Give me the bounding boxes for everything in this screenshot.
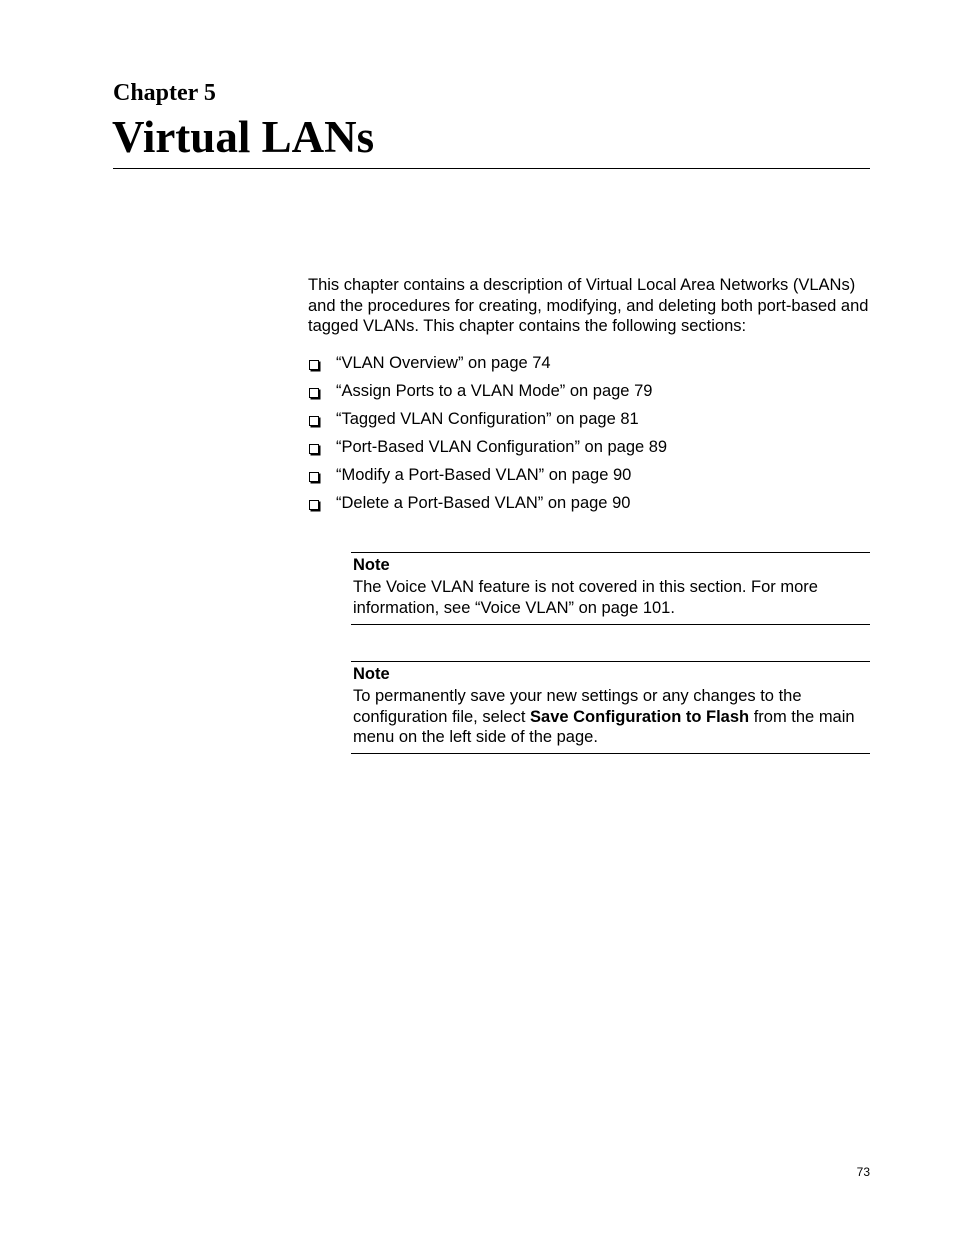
checkbox-bullet-icon (309, 360, 319, 370)
chapter-label: Chapter 5 (113, 80, 216, 106)
checkbox-bullet-icon (309, 472, 319, 482)
checkbox-bullet-icon (309, 444, 319, 454)
note-heading: Note (353, 556, 390, 574)
checkbox-bullet-icon (309, 388, 319, 398)
section-list (308, 353, 870, 521)
note-text-before: To permanently save your new settings or any changes to the configuration file, select (353, 687, 802, 726)
section-link[interactable]: “VLAN Overview” on page 74 (336, 353, 551, 372)
checkbox-bullet-icon (309, 416, 319, 426)
note-text (353, 686, 870, 748)
section-item[interactable] (308, 353, 870, 381)
chapter-title: Virtual LANs (112, 112, 375, 162)
note-text: The Voice VLAN feature is not covered in this section. For more information, see “Voice VLAN” on page 101. (353, 578, 818, 617)
note-text-after: from the main menu on the left side of the page. (353, 707, 855, 746)
note-heading: Note (353, 665, 390, 683)
section-item[interactable] (308, 437, 870, 465)
section-link[interactable]: “Delete a Port-Based VLAN” on page 90 (336, 493, 631, 512)
chapter-content (308, 275, 870, 521)
intro-paragraph: This chapter contains a description of Virtual Local Area Networks (VLANs) and the procedures for creating, modifying, and deleting both port-based and tagged VLANs. This chapter contains the following sections: (308, 276, 869, 335)
section-link[interactable]: “Modify a Port-Based VLAN” on page 90 (336, 465, 632, 484)
note-bold-command: Save Configuration to Flash (530, 707, 750, 726)
section-item[interactable] (308, 493, 870, 521)
note-body (353, 577, 870, 618)
page-number: 73 (856, 1165, 870, 1179)
checkbox-bullet-icon (309, 500, 319, 510)
section-link[interactable]: “Port-Based VLAN Configuration” on page 89 (336, 437, 668, 456)
section-link[interactable]: “Assign Ports to a VLAN Mode” on page 79 (336, 381, 653, 400)
note-voice-vlan (351, 552, 870, 625)
note-body (353, 686, 870, 748)
section-item[interactable] (308, 465, 870, 493)
section-item[interactable] (308, 381, 870, 409)
section-link[interactable]: “Tagged VLAN Configuration” on page 81 (336, 409, 639, 428)
title-rule (113, 168, 870, 169)
note-save-configuration (351, 661, 870, 754)
section-item[interactable] (308, 409, 870, 437)
